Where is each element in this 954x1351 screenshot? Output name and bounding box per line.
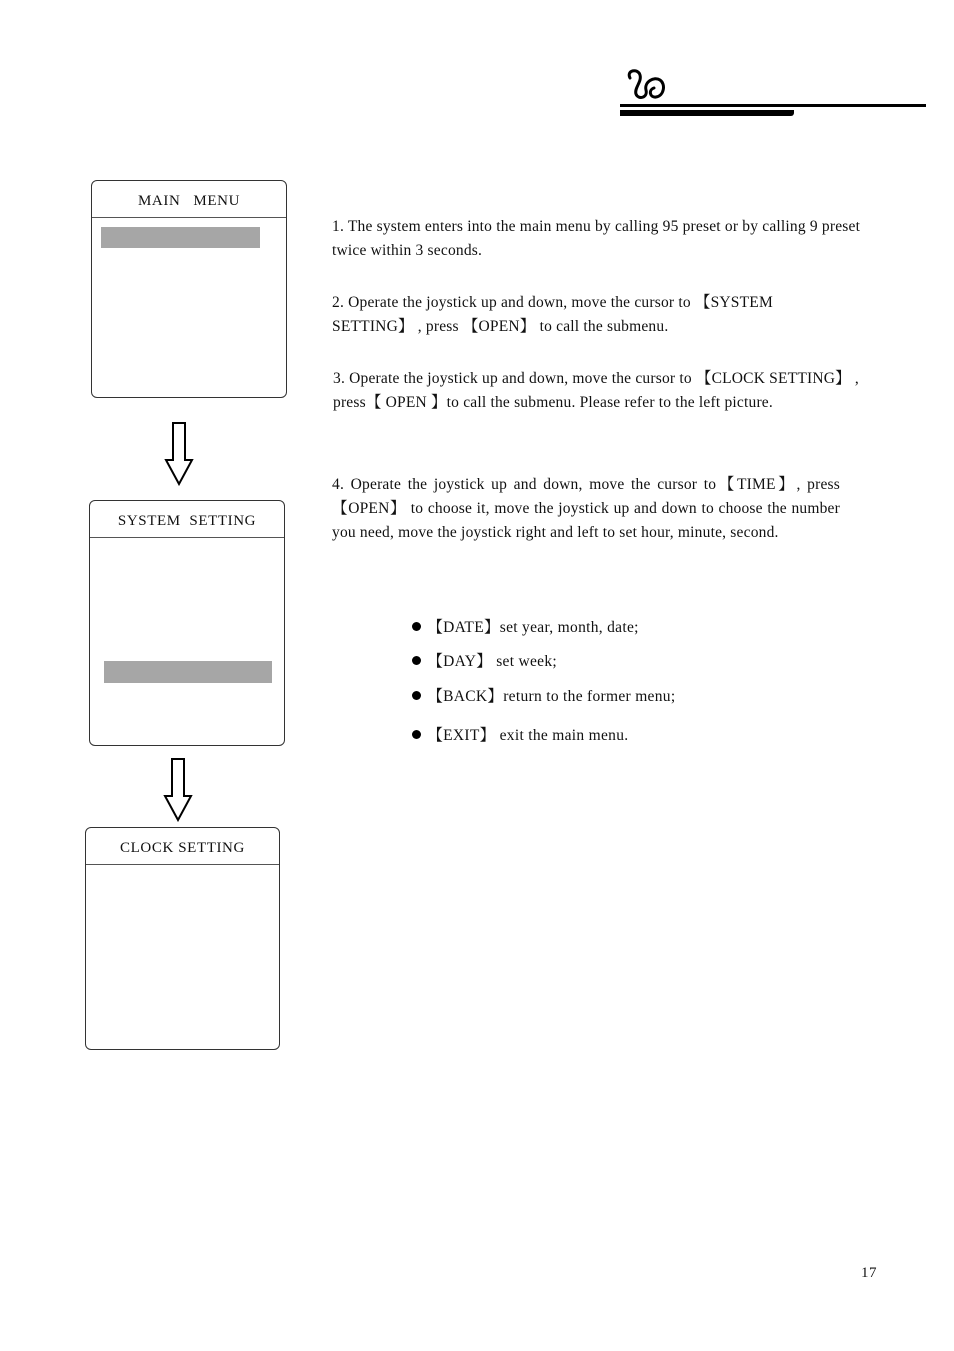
system-setting-box bbox=[89, 500, 285, 746]
bullet-item-day: 【DAY】 set week; bbox=[404, 632, 557, 672]
header-rule bbox=[620, 104, 926, 107]
decorative-flourish-icon bbox=[624, 66, 668, 106]
down-arrow-icon bbox=[163, 758, 193, 822]
main-menu-title: MAIN MENU bbox=[92, 181, 286, 218]
instruction-step-1: 1. The system enters into the main menu by calling 95 preset or by calling 9 preset twice within 3 seconds. bbox=[332, 218, 861, 259]
bullet-dot bbox=[412, 691, 421, 700]
bullet-item-exit: 【EXIT】 exit the main menu. bbox=[404, 706, 628, 746]
bullet-item-back: 【BACK】return to the former menu; bbox=[404, 667, 675, 707]
menu-cursor-highlight bbox=[101, 227, 260, 248]
bullet-dot bbox=[412, 656, 421, 665]
instruction-step-2: 2. Operate the joystick up and down, move the cursor to 【SYSTEM SETTING】 , press 【OPEN】 to call the submenu. bbox=[332, 294, 773, 335]
system-setting-title: SYSTEM SETTING bbox=[90, 501, 284, 538]
clock-setting-box bbox=[85, 827, 280, 1050]
page-number: 17 bbox=[861, 1265, 877, 1281]
main-menu-box bbox=[91, 180, 287, 398]
instruction-step-3: 3. Operate the joystick up and down, move the cursor to 【CLOCK SETTING】 , press【 OPEN 】to call the submenu. Please refer to the left picture. bbox=[333, 370, 860, 411]
menu-cursor-highlight bbox=[104, 661, 272, 683]
bullet-dot bbox=[412, 622, 421, 631]
clock-setting-title: CLOCK SETTING bbox=[86, 828, 279, 865]
instruction-step-4: 4. Operate the joystick up and down, move the cursor to【TIME】, press 【OPEN】 to choose it, move the joystick up and down to choose the number you need, move the joystick right and left to set hour, minute, second. bbox=[332, 476, 840, 541]
bullet-item-date: 【DATE】set year, month, date; bbox=[404, 598, 639, 638]
down-arrow-icon bbox=[164, 422, 194, 486]
bullet-dot bbox=[412, 730, 421, 739]
header-rule-thick bbox=[620, 110, 794, 116]
